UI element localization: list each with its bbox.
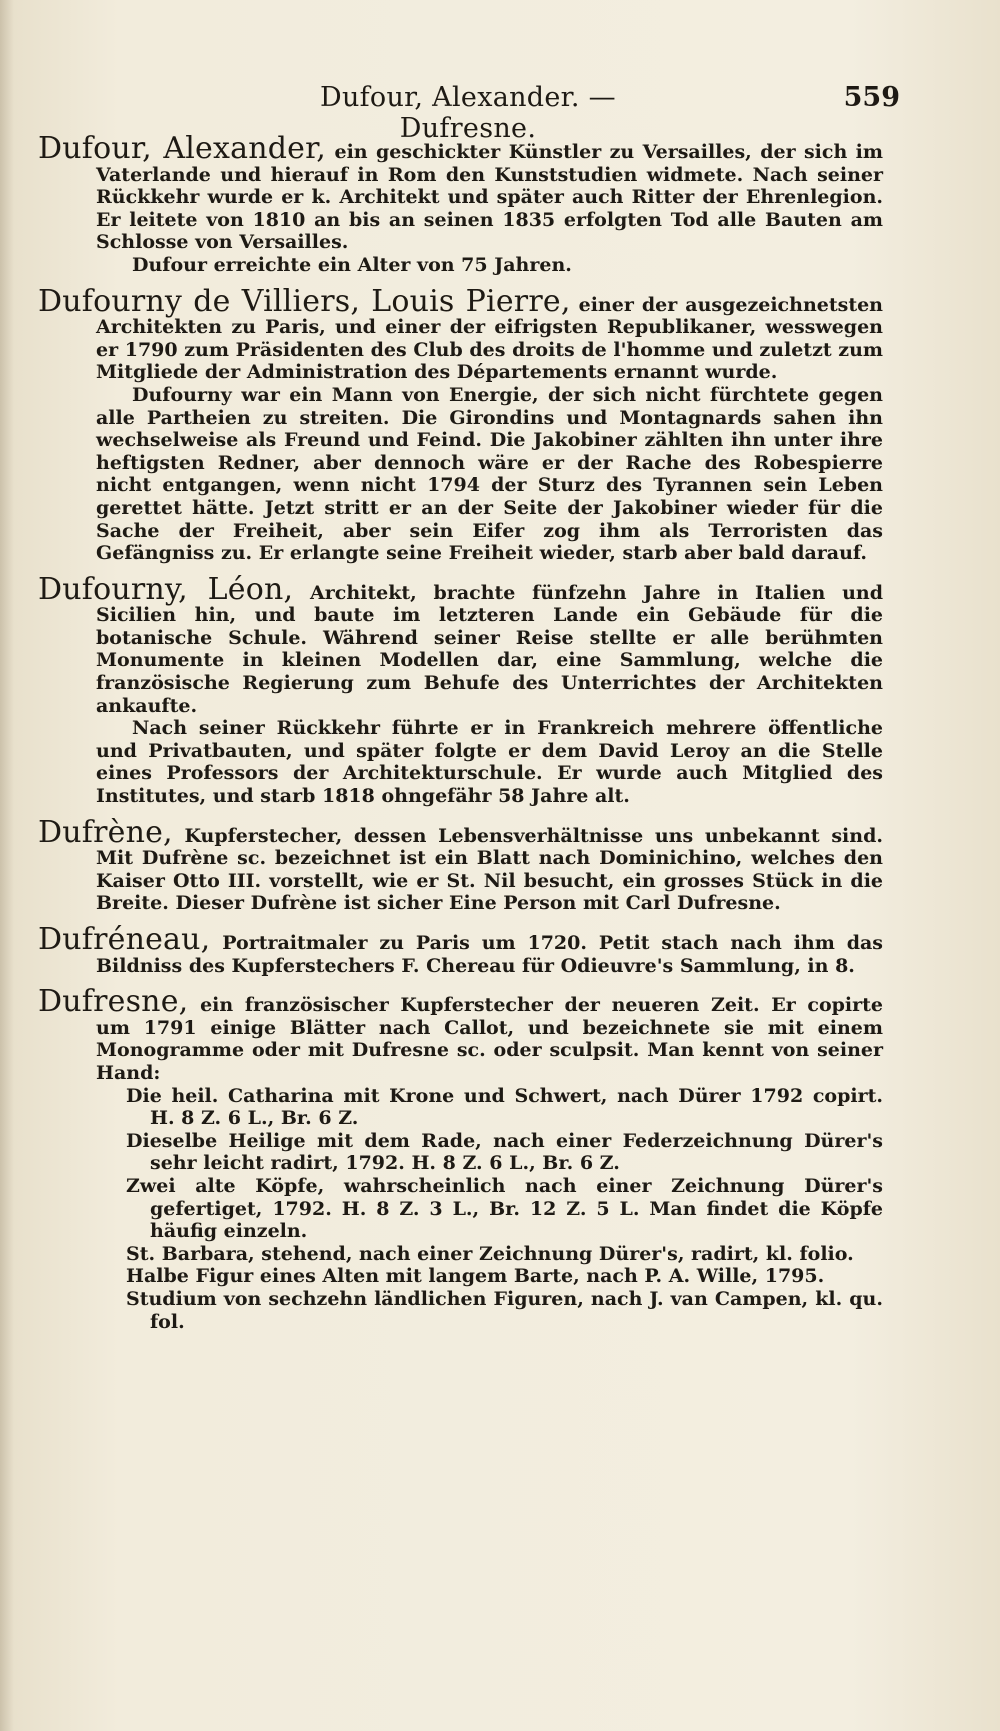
running-head-title: Dufour, Alexander. — Dufresne.: [320, 82, 616, 144]
entry-dufourny-leon: [38, 571, 883, 808]
entry-paragraph: [38, 131, 884, 254]
spine-shadow: [0, 0, 14, 1731]
entry-headword: Dufour, Alexander,: [38, 131, 327, 166]
work-item: Halbe Figur eines Alten mit langem Barte, nach P. A. Wille, 1795.: [126, 1265, 825, 1288]
entry-text: Kupferstecher, dessen Lebensverhältnisse uns unbekannt sind. Mit Dufrène sc. bezeichnet ist ein Blatt nach Dominichino, welches den Kaiser Otto III. vorstellt, wie er St. Nil besucht, ein grosses Stück in die Breite. Dieser Dufrène ist sicher Eine Person mit Carl Dufresne.: [96, 824, 883, 915]
page-number: 559: [843, 82, 900, 113]
entry-paragraph: [38, 984, 883, 1084]
entry-headword: Dufresne,: [38, 984, 189, 1020]
entry-dufour-alexander: [38, 131, 884, 277]
work-item: Studium von sechzehn ländlichen Figuren, nach J. van Campen, kl. qu. fol.: [126, 1287, 883, 1333]
entry-paragraph-2: Dufourny war ein Mann von Energie, der sich nicht fürchtete gegen alle Partheien zu streiten. Die Girondins und Montagnards sahen ihn wechselweise als Freund und Feind. Die Jakobiner zählten ihn unter ihre heftigsten Redner, aber dennoch wäre er der Rache des Robespierre nicht entgangen, wenn nicht 1794 der Sturz des Tyrannen sein Leben gerettet hätte. Jetzt stritt er an der Seite der Jakobiner wieder für die Sache der Freiheit, aber sein Eifer zog ihm als Terroristen das Gefängniss zu. Er erlangte seine Freiheit wieder, starb aber bald darauf.: [96, 383, 883, 565]
entry-dufresne: [38, 984, 883, 1333]
entry-headword: Dufourny de Villiers, Louis Pierre,: [38, 283, 571, 319]
entry-text: einer der ausgezeichnetsten Architekten zu Paris, und einer der eifrigsten Republikaner, wesswegen er 1790 zum Präsidenten des Club des droits de l'homme und zuletzt zum Mitgliede der Administration des Départements ernannt wurde.: [96, 293, 883, 384]
entry-dufreneau: [38, 922, 883, 977]
running-head: [0, 82, 1000, 144]
entry-headword: Dufréneau,: [38, 922, 211, 957]
page-body: [38, 131, 884, 1347]
entry-dufrene: [38, 814, 883, 915]
entry-headword: Dufrène,: [38, 814, 173, 850]
entry-text: ein französischer Kupferstecher der neueren Zeit. Er copirte um 1791 einige Blätter nach Callot, und bezeichnete sie mit einem Monogramme oder mit Dufresne sc. oder sculpsit. Man kennt von seiner Hand:: [96, 994, 883, 1084]
entry-paragraph-2: Dufour erreichte ein Alter von 75 Jahren.: [132, 253, 572, 276]
work-item: St. Barbara, stehend, nach einer Zeichnung Dürer's, radirt, kl. folio.: [126, 1242, 854, 1265]
entry-paragraph: [38, 283, 883, 384]
work-item: Die heil. Catharina mit Krone und Schwert, nach Dürer 1792 copirt. H. 8 Z. 6 L., Br. 6 Z.: [126, 1084, 883, 1130]
entry-paragraph: [38, 814, 883, 915]
entry-paragraph: [38, 922, 883, 977]
entry-headword: Dufourny, Léon,: [38, 571, 294, 607]
entry-text: ein geschickter Künstler zu Versailles, der sich im Vaterlande und hierauf in Rom den Kunststudien widmete. Nach seiner Rückkehr wurde er k. Architekt und später auch Ritter der Ehrenlegion. Er leitete von 1810 an bis an seinen 1835 erfolgten Tod alle Bauten am Schlosse von Versailles.: [96, 141, 884, 254]
work-item: Zwei alte Köpfe, wahrscheinlich nach einer Zeichnung Dürer's gefertiget, 1792. H. 8 Z. 3 L., Br. 12 Z. 5 L. Man findet die Köpfe häufig einzeln.: [126, 1174, 883, 1243]
entry-paragraph-2: Nach seiner Rückkehr führte er in Frankreich mehrere öffentliche und Privatbauten, und später folgte er dem David Leroy an die Stelle eines Professors der Architekturschule. Er wurde auch Mitglied des Institutes, und starb 1818 ohngefähr 58 Jahre alt.: [96, 717, 883, 808]
entry-dufourny-de-villiers: [38, 283, 883, 565]
entry-text: Portraitmaler zu Paris um 1720. Petit stach nach ihm das Bildniss des Kupferstechers F. Chereau für Odieuvre's Sammlung, in 8.: [96, 932, 883, 977]
entry-text: Architekt, brachte fünfzehn Jahre in Italien und Sicilien hin, und baute im letzteren Lande ein Gebäude für die botanische Schule. Während seiner Reise stellte er alle berühmten Monumente in kleinen Modellen dar, eine Sammlung, welche die französische Regierung zum Behufe des Unterrichtes der Architekten ankaufte.: [96, 581, 883, 717]
work-item: Dieselbe Heilige mit dem Rade, nach einer Federzeichnung Dürer's sehr leicht radirt, 1792. H. 8 Z. 6 L., Br. 6 Z.: [126, 1129, 883, 1175]
entry-paragraph: [38, 571, 883, 718]
